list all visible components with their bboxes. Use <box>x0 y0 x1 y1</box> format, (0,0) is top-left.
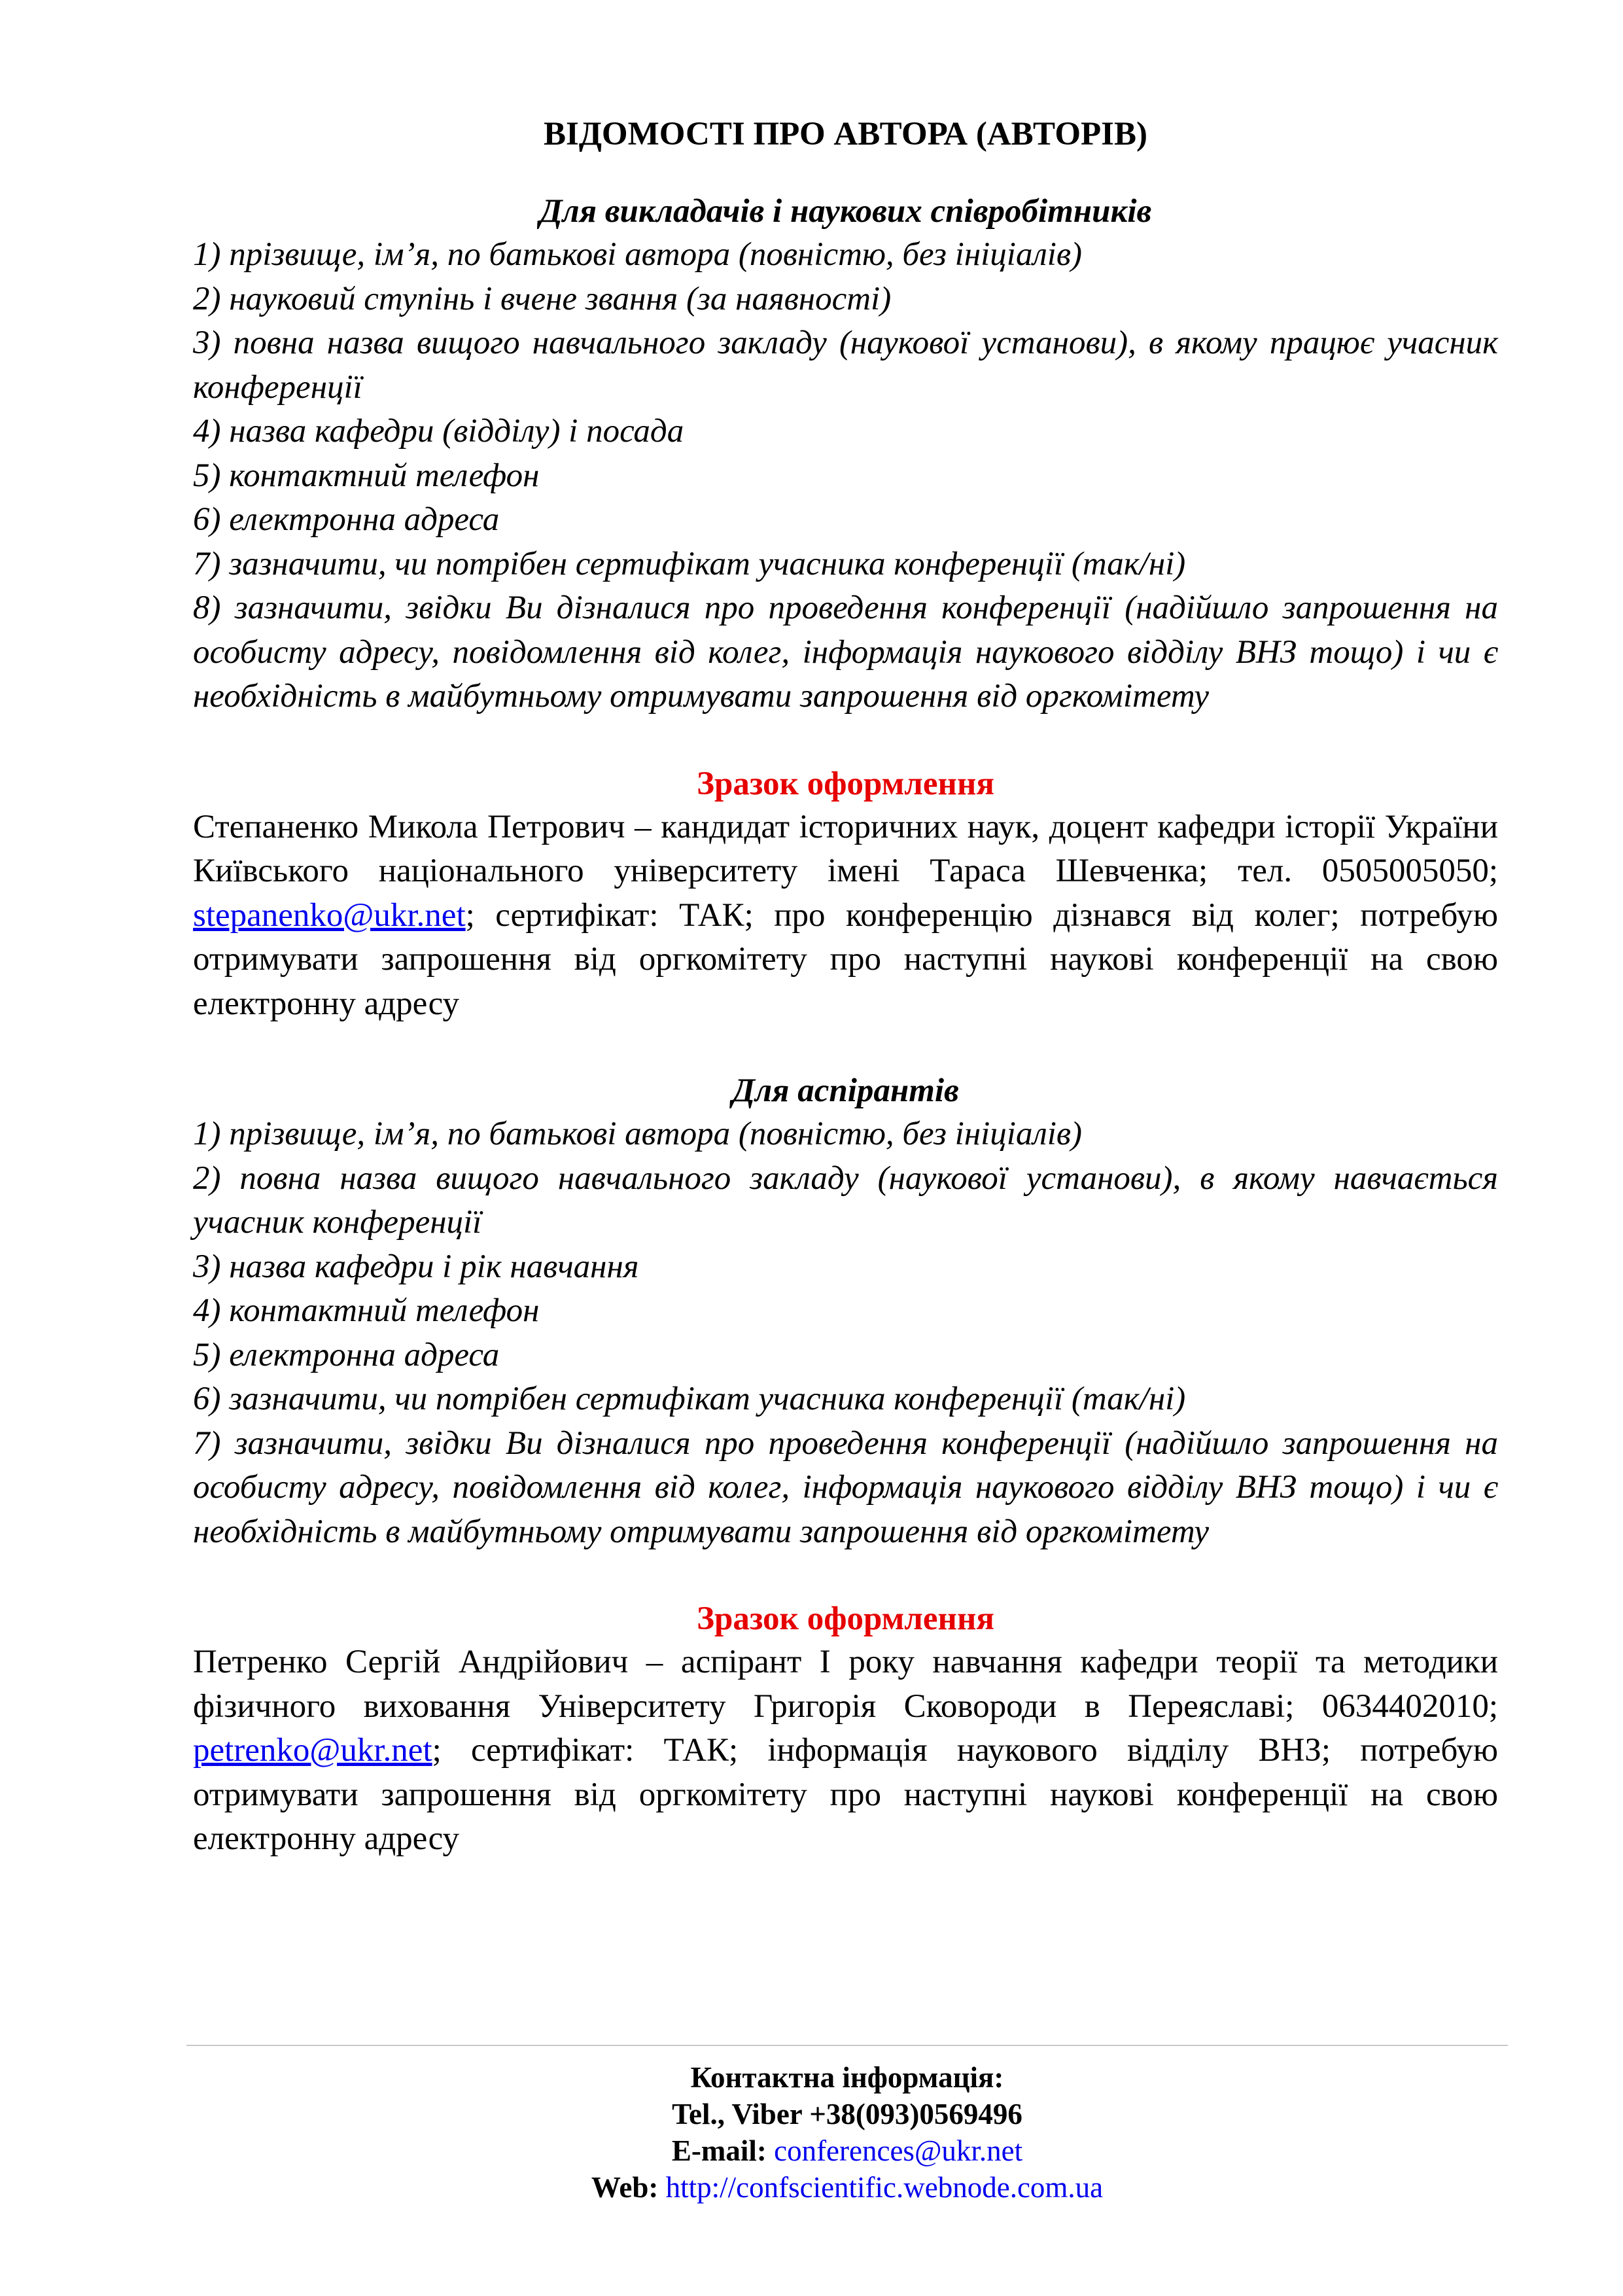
contact-email-label: E-mail: <box>671 2134 767 2167</box>
postgrads-item-1: 1) прізвище, ім’я, по батькові автора (повністю, без ініціалів) <box>193 1116 1082 1152</box>
contact-web-label: Web: <box>591 2171 659 2204</box>
contact-footer <box>186 2045 1508 2206</box>
postgrads-item-3: 3) назва кафедри і рік навчання <box>193 1248 639 1285</box>
postgrads-section <box>193 1069 1498 1554</box>
teachers-item-7: 7) зазначити, чи потрібен сертифікат учасника конференції (так/ні) <box>193 545 1186 582</box>
teachers-item-8: 8) зазначити, звідки Ви дізналися про проведення конференції (надійшло запрошення на особисту адресу, повідомлення від колег, інформація наукового відділу ВНЗ тощо) і чи є необхідність в майбутньому отримувати запрошення від оргкомітету <box>193 590 1498 715</box>
contact-web-row <box>186 2169 1508 2206</box>
postgrads-sample-text-end: ; сертифікат: ТАК; інформація наукового відділу ВНЗ; потребую отримувати запрошення від оргкомітету про наступні наукові конференції на свою електронну адресу <box>193 1732 1498 1857</box>
teachers-section <box>193 190 1498 719</box>
teachers-sample-text-start: Степаненко Микола Петрович – кандидат історичних наук, доцент кафедри історії України Київського національного університету імені Тараса Шевченка; тел. 0505005050; <box>193 808 1498 889</box>
postgrads-sample <box>193 1597 1498 1862</box>
contact-heading: Контактна інформація: <box>690 2061 1004 2094</box>
teachers-sample-email-link[interactable]: stepanenko@ukr.net <box>193 896 466 934</box>
teachers-sample-text <box>193 805 1498 1027</box>
document-page <box>193 111 1498 1862</box>
teachers-item-2: 2) науковий ступінь і вчене звання (за наявності) <box>193 280 892 317</box>
postgrads-item-5: 5) електронна адреса <box>193 1336 500 1373</box>
teachers-item-1: 1) прізвище, ім’я, по батькові автора (повністю, без ініціалів) <box>193 236 1082 273</box>
postgrads-item-7: 7) зазначити, звідки Ви дізналися про проведення конференції (надійшло запрошення на особисту адресу, повідомлення від колег, інформація наукового відділу ВНЗ тощо) і чи є необхідність в майбутньому отримувати запрошення від оргкомітету <box>193 1424 1498 1550</box>
postgrads-item-6: 6) зазначити, чи потрібен сертифікат учасника конференції (так/ні) <box>193 1381 1186 1417</box>
postgrads-sample-text <box>193 1640 1498 1862</box>
teachers-sample-text-end: ; сертифікат: ТАК; про конференцію дізнався від колег; потребую отримувати запрошення від оргкомітету про наступні наукові конференції на свою електронну адресу <box>193 896 1498 1022</box>
teachers-heading: Для викладачів і наукових співробітників <box>539 193 1152 230</box>
postgrads-heading: Для аспірантів <box>732 1072 959 1109</box>
teachers-item-5: 5) контактний телефон <box>193 457 540 494</box>
postgrads-sample-email-link[interactable]: petrenko@ukr.net <box>193 1732 432 1769</box>
contact-email-link[interactable]: conferences@ukr.net <box>774 2134 1023 2167</box>
postgrads-sample-heading: Зразок оформлення <box>697 1600 994 1637</box>
teachers-item-3: 3) повна назва вищого навчального закладу (наукової установи), в якому працює учасник конференції <box>193 325 1498 406</box>
teachers-sample-heading: Зразок оформлення <box>697 765 994 802</box>
postgrads-item-4: 4) контактний телефон <box>193 1292 540 1329</box>
postgrads-sample-text-start: Петренко Сергій Андрійович – аспірант І року навчання кафедри теорії та методики фізичного виховання Університету Григорія Сковороди в Переяславі; 0634402010; <box>193 1644 1498 1725</box>
contact-web-link[interactable]: http://confscientific.webnode.com.ua <box>665 2171 1104 2204</box>
postgrads-item-2: 2) повна назва вищого навчального закладу (наукової установи), в якому навчається учасник конференції <box>193 1159 1498 1241</box>
contact-phone: Tel., Viber +38(093)0569496 <box>672 2098 1022 2130</box>
teachers-item-6: 6) електронна адреса <box>193 501 500 538</box>
document-title: ВІДОМОСТІ ПРО АВТОРА (АВТОРІВ) <box>543 116 1147 152</box>
teachers-item-4: 4) назва кафедри (відділу) і посада <box>193 413 684 450</box>
teachers-sample <box>193 762 1498 1027</box>
contact-email-row <box>186 2132 1508 2169</box>
